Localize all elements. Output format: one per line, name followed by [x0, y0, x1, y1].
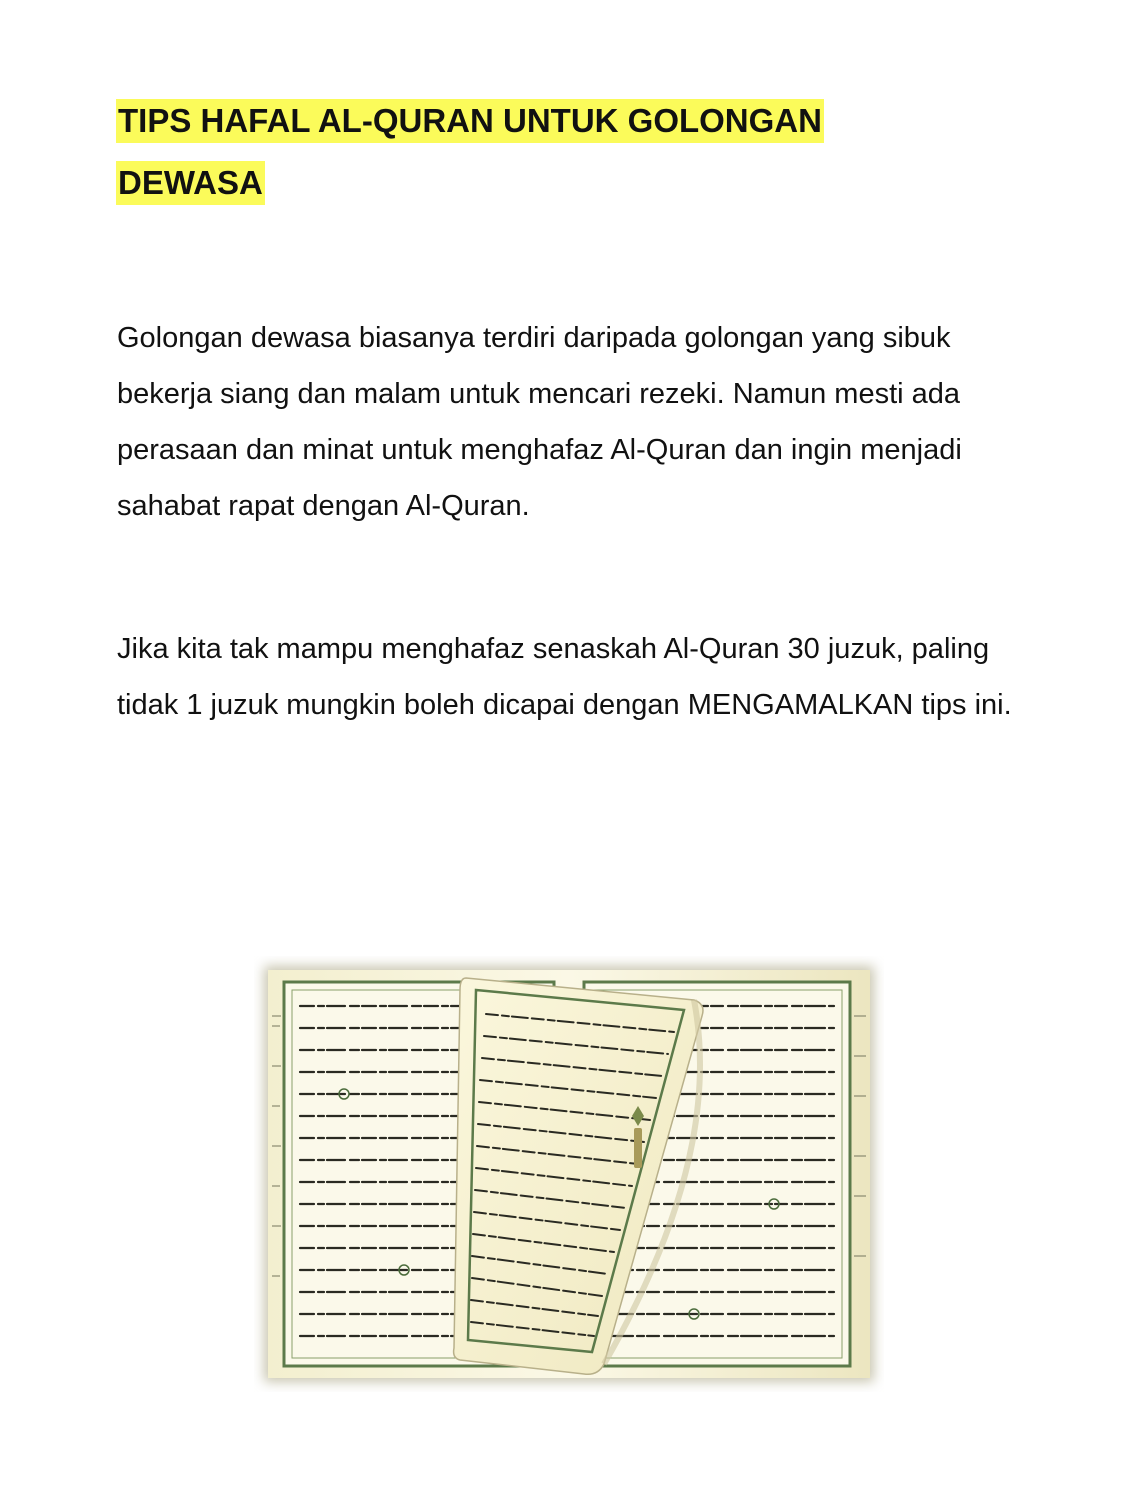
- document-title-line-1: TIPS HAFAL AL-QURAN UNTUK GOLONGAN: [116, 99, 824, 143]
- document-title-line-2: DEWASA: [116, 161, 265, 205]
- quran-pages-image: [254, 956, 884, 1392]
- paragraph-juzuk: Jika kita tak mampu menghafaz senaskah Al-Quran 30 juzuk, paling tidak 1 juzuk mungkin boleh dicapai dengan MENGAMALKAN tips ini.: [117, 633, 1012, 721]
- paragraph-intro: Golongan dewasa biasanya terdiri daripada golongan yang sibuk bekerja siang dan malam untuk mencari rezeki. Namun mesti ada perasaan dan minat untuk menghafaz Al-Quran dan ingin menjadi sahabat rapat dengan Al-Quran.: [117, 322, 962, 522]
